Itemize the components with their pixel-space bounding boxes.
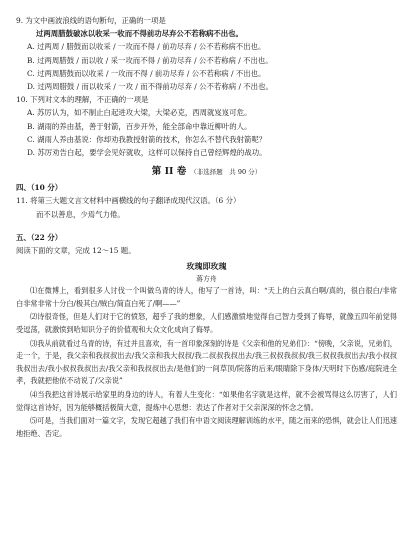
q9-quote: 过两周腊鼓破冰以收采一收而不得前功尽弃公不若称病不出也。: [36, 29, 243, 39]
article-paragraph-5: ⑸可是，当我们面对一篇文字，发现它超越了我们有中语文阅读理解训练的水平，随之而来的恐惧，就会让人们迅速地拒绝、否定。: [16, 416, 397, 438]
q9-option-a: A. 过两周 / 腊鼓而以收采 / 一攻而不得 / 前功尽弃 / 公不若称病不出也。: [27, 42, 266, 52]
q9-option-c: C. 过两周腊鼓而以收采 / 一攻而不得 / 前功尽弃 / 公不若称病 / 不出也。: [27, 68, 266, 78]
q10-stem: 10. 下列对文本的理解，不正确的一项是: [16, 95, 149, 105]
q9-stem: 9. 为文中画波浪线的语句断句，正确的一项是: [16, 16, 166, 25]
q10-option-d: D. 苏厉劝告白起，要学会见好就收，这样可以保持自己曾经辉煌的战功。: [27, 148, 267, 158]
volume-subtitle: （非选择题 共 90 分）: [190, 168, 262, 177]
q11-stem: 11. 将第三大题文言文材料中画横线的句子翻译成现代汉语。（6 分）: [16, 196, 241, 206]
q10-option-a: A. 苏厉认为，如不制止白起进攻大梁，大梁必克，西周就岌岌可危。: [27, 108, 252, 118]
section-5-header: 五、（22 分）: [16, 232, 63, 242]
article-paragraph-3: ⑶我从前就看过乌青的诗，有过并且喜欢，有一首印象深刻的诗是《父亲和他的兄弟们》：“傍晚，父亲说，兄弟们，走一个，于是，我父亲和我叔叔出去/我父亲和我大叔叔/我二叔叔我叔出去/我三叔叔我叔叔/我三叔叔我叔出去/我小叔叔我叔出去/我小叔叔我叔出去/我父亲和我叔叔出去/是他们的一间草顶/院落的后来/眼睛除下身体/天明时下伤感/庭院进全孝，我就把他依不动说了/父亲说”: [16, 338, 397, 386]
q10-option-c: C. 湖雨人养由基说：你却劝我教授射箭的技术，你怎么不替代我射箭呢？: [27, 134, 267, 144]
volume-heading: [16, 165, 397, 179]
section-4-header: 四、（10 分）: [16, 183, 63, 193]
volume-title: 第 II 卷: [151, 166, 187, 178]
q9-option-d: D. 过两周腊鼓 / 而以收采 / 一攻 / 而不得前功尽弃 / 公不若称病 / 不出也。: [27, 82, 273, 92]
article-paragraph-2: ⑵诗很奇怪，但是人们对于它的愤怒，超乎了我的想象，人们感激愤地觉得自己智力受到了侮辱，就像五四年前觉得受逗荡，就激愤到哈知识分子的价值观和大众文化成向了侮辱。: [16, 312, 397, 335]
section-5-instruction: 阅读下面的文章，完成 12～15 题。: [16, 246, 136, 256]
article-title: 玫瑰即玫瑰: [186, 261, 227, 272]
article-paragraph-1: ⑴在微博上，看到很多人讨伐一个叫做乌青的诗人，他写了一首诗，叫：“天上的白云真白啊/真的，很白很白/非常白非常非常十分白/极其白/贼白/简直白死了/啊——”: [16, 286, 397, 308]
article-paragraph-4: ⑷当我把这首诗展示给家里的身边的诗人，有着人生变化：“如果他名字就是这样，就不会被骂得这么厉害了，人们觉得这首诗好，因为能够概括极简大意，提炼中心思想：表达了作者对于父亲深深的怀念之情。: [16, 390, 397, 412]
q10-option-b: B. 湖雨的养由基，善于射箭，百步开外，能全部命中靠近柳叶的人。: [27, 121, 252, 131]
article-author: 蒋方舟: [196, 275, 217, 284]
answer-space: [16, 221, 397, 231]
q11-sentence: 而不以善息，少焉气力倦。: [36, 209, 125, 219]
q9-option-b: B. 过两周腊鼓 / 而以收 / 采一攻而不得 / 前功尽弃 / 公不若称病 / 不出也。: [27, 55, 273, 65]
